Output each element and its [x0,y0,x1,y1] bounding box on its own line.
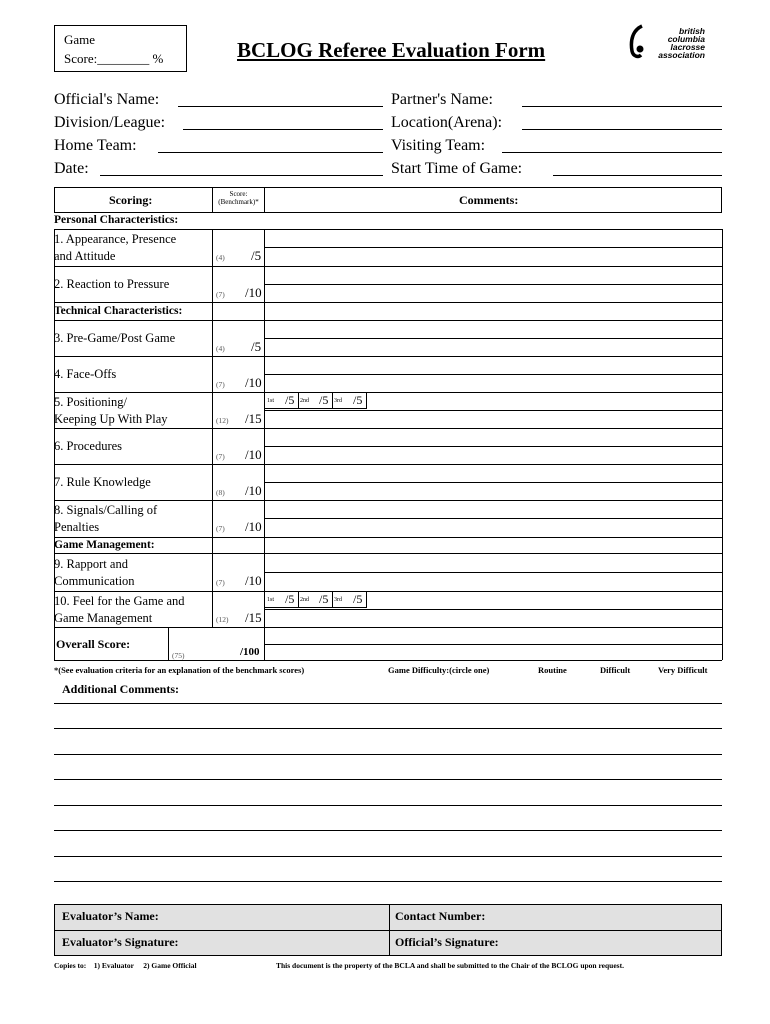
points-max: /10 [245,483,262,498]
visiting-team-field[interactable] [502,152,722,153]
signature-divider [54,930,722,931]
additional-comments-line[interactable] [54,856,722,857]
row-divider [54,302,722,303]
evaluator-name-field[interactable]: Evaluator’s Name: [62,909,159,923]
section-personal: Personal Characteristics: [54,214,179,226]
period-score-box[interactable] [264,591,367,608]
period-1-label: 1st [267,398,275,404]
comments-column-divider [264,229,265,660]
bcla-logo [628,24,718,60]
period-3-points: /5 [353,592,363,606]
official-signature-field[interactable]: Official’s Signature: [395,935,499,949]
benchmark-value: (7) [216,578,225,587]
row-divider [54,660,722,661]
start-time-field[interactable] [553,175,722,176]
points-max: /10 [245,447,262,462]
overall-benchmark: (75) [172,651,185,660]
period-3-label: 3rd [334,597,342,603]
overall-divider [168,627,169,660]
benchmark-value: (4) [216,253,225,262]
period-2-points: /5 [319,393,329,407]
row-divider [54,591,722,592]
comment-line [264,247,722,248]
period-2-label: 2nd [300,398,309,404]
row-divider [54,266,722,267]
period-2-label: 2nd [300,597,309,603]
additional-comments-line[interactable] [54,881,722,882]
date-field[interactable] [100,175,383,176]
points-max: /5 [251,248,262,263]
row-divider [54,229,722,230]
contact-number-field[interactable]: Contact Number: [395,909,486,923]
item-rapport: 9. Rapport and Communication [54,557,135,588]
benchmark-note: *(See evaluation criteria for an explanation of the benchmark scores) [54,665,305,675]
division-league-label: Division/League: [54,114,166,131]
period-1-label: 1st [267,597,275,603]
item-appearance: 1. Appearance, Presence and Attitude [54,232,177,263]
location-arena-label: Location(Arena): [391,114,503,131]
section-technical: Technical Characteristics: [54,305,183,317]
comment-line [264,410,722,411]
comment-line [264,374,722,375]
form-title: BCLOG Referee Evaluation Form [237,38,546,62]
game-score-field[interactable]: Score:________ % [64,51,164,66]
item-signals-penalties: 8. Signals/Calling of Penalties [54,503,158,534]
period-1-points: /5 [285,393,295,407]
row-divider [54,464,722,465]
start-time-label: Start Time of Game: [391,160,523,177]
period-3-points: /5 [353,393,363,407]
row-divider [54,392,722,393]
additional-comments-line[interactable] [54,830,722,831]
benchmark-value: (7) [216,290,225,299]
row-divider [54,553,722,554]
officials-name-field[interactable] [178,106,383,107]
row-divider [54,627,722,628]
date-label: Date: [54,160,89,177]
property-note: This document is the property of the BCLA and shall be submitted to the Chair of the BCLOG upon request. [276,961,624,970]
row-divider [54,428,722,429]
period-2-points: /5 [319,592,329,606]
points-max: /15 [245,610,262,625]
comment-line [264,338,722,339]
home-team-field[interactable] [158,152,383,153]
copies-note: Copies to: 1) Evaluator 2) Game Official [54,961,197,970]
visiting-team-label: Visiting Team: [391,137,486,154]
benchmark-value: (7) [216,524,225,533]
item-rule-knowledge: 7. Rule Knowledge [54,475,151,489]
score-benchmark-header: Score: (Benchmark)* [218,190,259,206]
benchmark-value: (12) [216,615,229,624]
row-divider [54,320,722,321]
comment-line [264,482,722,483]
additional-comments-line[interactable] [54,754,722,755]
period-divider [298,392,299,409]
evaluator-signature-field[interactable]: Evaluator’s Signature: [62,935,179,949]
item-feel-for-game: 10. Feel for the Game and Game Management [54,594,185,625]
comment-line [264,284,722,285]
difficulty-difficult[interactable]: Difficult [600,665,631,675]
additional-comments-line[interactable] [54,805,722,806]
period-divider [332,392,333,409]
section-game-management: Game Management: [54,539,155,551]
overall-score-label: Overall Score: [56,637,131,651]
additional-comments-line[interactable] [54,703,722,704]
period-3-label: 3rd [334,398,342,404]
comment-line [264,644,722,645]
period-1-points: /5 [285,592,295,606]
benchmark-value: (7) [216,452,225,461]
logo-text: british columbia lacrosse association [658,26,705,60]
points-max: /10 [245,375,262,390]
comment-line [264,518,722,519]
item-procedures: 6. Procedures [54,439,123,453]
points-max: /5 [251,339,262,354]
location-arena-field[interactable] [522,129,722,130]
period-score-box[interactable] [264,392,367,409]
comment-line [264,446,722,447]
additional-comments-line[interactable] [54,779,722,780]
comments-header: Comments: [459,193,519,207]
points-max: /10 [245,573,262,588]
table-left-border [54,229,55,660]
period-divider [298,591,299,608]
comment-line [264,572,722,573]
additional-comments-line[interactable] [54,728,722,729]
overall-points-max: /100 [240,646,260,658]
partners-name-field[interactable] [522,106,722,107]
header-divider [264,187,265,213]
row-divider [54,356,722,357]
period-divider [332,591,333,608]
score-column-divider [212,229,213,627]
benchmark-value: (7) [216,380,225,389]
game-difficulty-label: Game Difficulty:(circle one) [388,665,490,675]
additional-comments-label: Additional Comments: [62,682,180,696]
benchmark-value: (4) [216,344,225,353]
division-league-field[interactable] [183,129,383,130]
partners-name-label: Partner's Name: [391,91,493,108]
difficulty-very-difficult[interactable]: Very Difficult [658,665,708,675]
item-face-offs: 4. Face-Offs [54,367,117,381]
difficulty-routine[interactable]: Routine [538,665,567,675]
scoring-table-header [54,187,722,213]
item-pre-post-game: 3. Pre-Game/Post Game [54,331,176,345]
row-divider [54,537,722,538]
comment-line [264,609,722,610]
game-score-box [54,25,187,72]
points-max: /10 [245,519,262,534]
signature-divider [389,904,390,956]
points-max: /10 [245,285,262,300]
table-right-border [722,229,723,660]
benchmark-value: (8) [216,488,225,497]
scoring-header: Scoring: [109,193,153,207]
points-max: /15 [245,411,262,426]
benchmark-value: (12) [216,416,229,425]
game-score-label: Game [64,32,96,47]
item-reaction-to-pressure: 2. Reaction to Pressure [54,277,170,291]
home-team-label: Home Team: [54,137,137,154]
item-positioning: 5. Positioning/ Keeping Up With Play [54,395,168,426]
officials-name-label: Official's Name: [54,91,160,108]
row-divider [54,500,722,501]
